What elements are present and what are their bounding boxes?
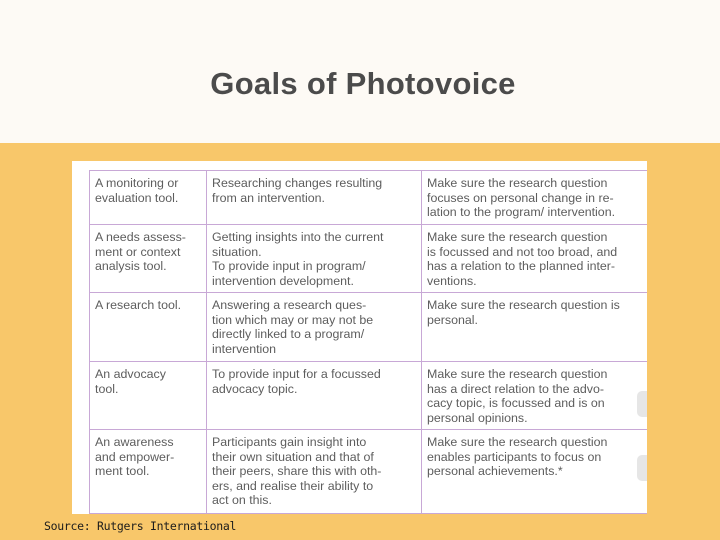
scroll-edge-marker xyxy=(637,391,647,417)
table-cell: Make sure the research question focuses on personal change in re- lation to the program/ intervention. xyxy=(422,171,648,225)
table-cell: Getting insights into the current situation. To provide input in program/ intervention development. xyxy=(207,225,422,293)
table-cell: An advocacy tool. xyxy=(90,362,207,430)
goals-table xyxy=(89,170,647,514)
table-cell: Answering a research ques- tion which may or may not be directly linked to a program/ intervention xyxy=(207,293,422,362)
table-cell: Make sure the research question is personal. xyxy=(422,293,648,362)
scroll-edge-marker xyxy=(637,455,647,481)
table-cell: Make sure the research question enables participants to focus on personal achievements.* xyxy=(422,430,648,514)
table-row xyxy=(90,171,648,225)
table-cell: A research tool. xyxy=(90,293,207,362)
table-cell: Researching changes resulting from an intervention. xyxy=(207,171,422,225)
table-cell: To provide input for a focussed advocacy topic. xyxy=(207,362,422,430)
table-cell: Make sure the research question has a direct relation to the advo- cacy topic, is focussed and is on personal opinions. xyxy=(422,362,648,430)
goals-table-image xyxy=(72,161,647,514)
table-cell: A monitoring or evaluation tool. xyxy=(90,171,207,225)
table-row xyxy=(90,293,648,362)
table-cell: A needs assess- ment or context analysis tool. xyxy=(90,225,207,293)
slide-title: Goals of Photovoice xyxy=(210,66,516,101)
table-row xyxy=(90,225,648,293)
table-cell: An awareness and empower- ment tool. xyxy=(90,430,207,514)
table-row xyxy=(90,362,648,430)
table-cell: Make sure the research question is focussed and not too broad, and has a relation to the planned inter- ventions. xyxy=(422,225,648,293)
table-row xyxy=(90,430,648,514)
table-cell: Participants gain insight into their own situation and that of their peers, share this with oth- ers, and realise their ability to act on this. xyxy=(207,430,422,514)
source-caption: Source: Rutgers International xyxy=(44,519,237,533)
